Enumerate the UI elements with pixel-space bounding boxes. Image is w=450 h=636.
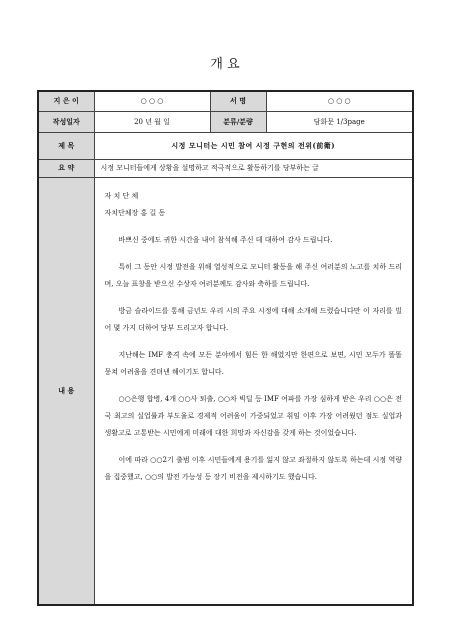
date-label: 작성일자: [38, 111, 94, 132]
signature-value: ○ ○ ○: [266, 91, 413, 111]
content-paragraph-5: ○○은행 합병, 4개 ○○사 퇴출, ○○차 빅딜 등 IMF 여파를 가장 심하게 받은 우리 ○○은 전국 최고의 실업률과 부도율로 경제적 어려움이 가중되었고 취임 이후 가장 어려웠던 점도 실업과 생활고로 고통받는 시민에게 미래에 대한 희망과 자신감을 갖게 하는 것이었습니다.: [104, 394, 402, 437]
document-form-table: [37, 90, 414, 606]
subject-label: 제 목: [38, 132, 94, 159]
category-value: 담화문 1/3page: [266, 111, 413, 132]
content-paragraph-3: 방금 슬라이드를 통해 금년도 우리 시의 주요 시정에 대해 소개해 드렸습니다만 이 자리를 빌어 몇 가지 더하여 당부 드리고자 합니다.: [104, 306, 402, 332]
author-value: ○ ○ ○: [94, 91, 210, 111]
content-paragraph-1: 바쁘신 중에도 귀한 시간을 내어 참석해 주신 데 대하여 감사 드립니다.: [118, 235, 333, 244]
subject-value: 시정 모니터는 시민 참여 시정 구현의 전위(前衛): [94, 132, 413, 159]
content-label: 내 용: [38, 177, 94, 605]
content-paragraph-6: 이에 따라 ○○2기 출범 이후 시민들에게 용기를 잃지 않고 좌절하지 않도록 하는데 시정 역량을 집중했고, ○○의 발전 가능성 등 장기 비전을 제시하기도 했습니다.: [104, 455, 402, 481]
content-paragraph-4: 지난해는 IMF 충격 속에 모든 분야에서 힘든 한 해였지만 한편으로 보면, 시민 모두가 똘똘 뭉쳐 어려움을 견뎌낸 해이기도 합니다.: [104, 350, 402, 376]
document-title: 개 요: [210, 57, 240, 72]
category-label: 분류/분량: [210, 111, 266, 132]
content-line-org: 자 치 단 체: [104, 191, 139, 200]
signature-label: 서 명: [210, 91, 266, 111]
author-label: 지 은 이: [38, 91, 94, 111]
content-line-head: 자치단체장 홍 길 동: [104, 208, 166, 217]
summary-label: 요 약: [38, 159, 94, 177]
content-body: [94, 177, 413, 605]
summary-value: 시정 모니터들에게 상황을 설명하고 적극적으로 활동하기를 당부하는 글: [94, 159, 413, 177]
date-value: 20 년 월 일: [94, 111, 210, 132]
content-paragraph-2: 특히 그 동안 시정 발전을 위해 열성적으로 모니터 활동을 해 주신 여러분의 노고를 치하 드리며, 오늘 표창을 받으신 수상자 여러분께도 감사와 축하를 드립니다.: [104, 262, 402, 288]
